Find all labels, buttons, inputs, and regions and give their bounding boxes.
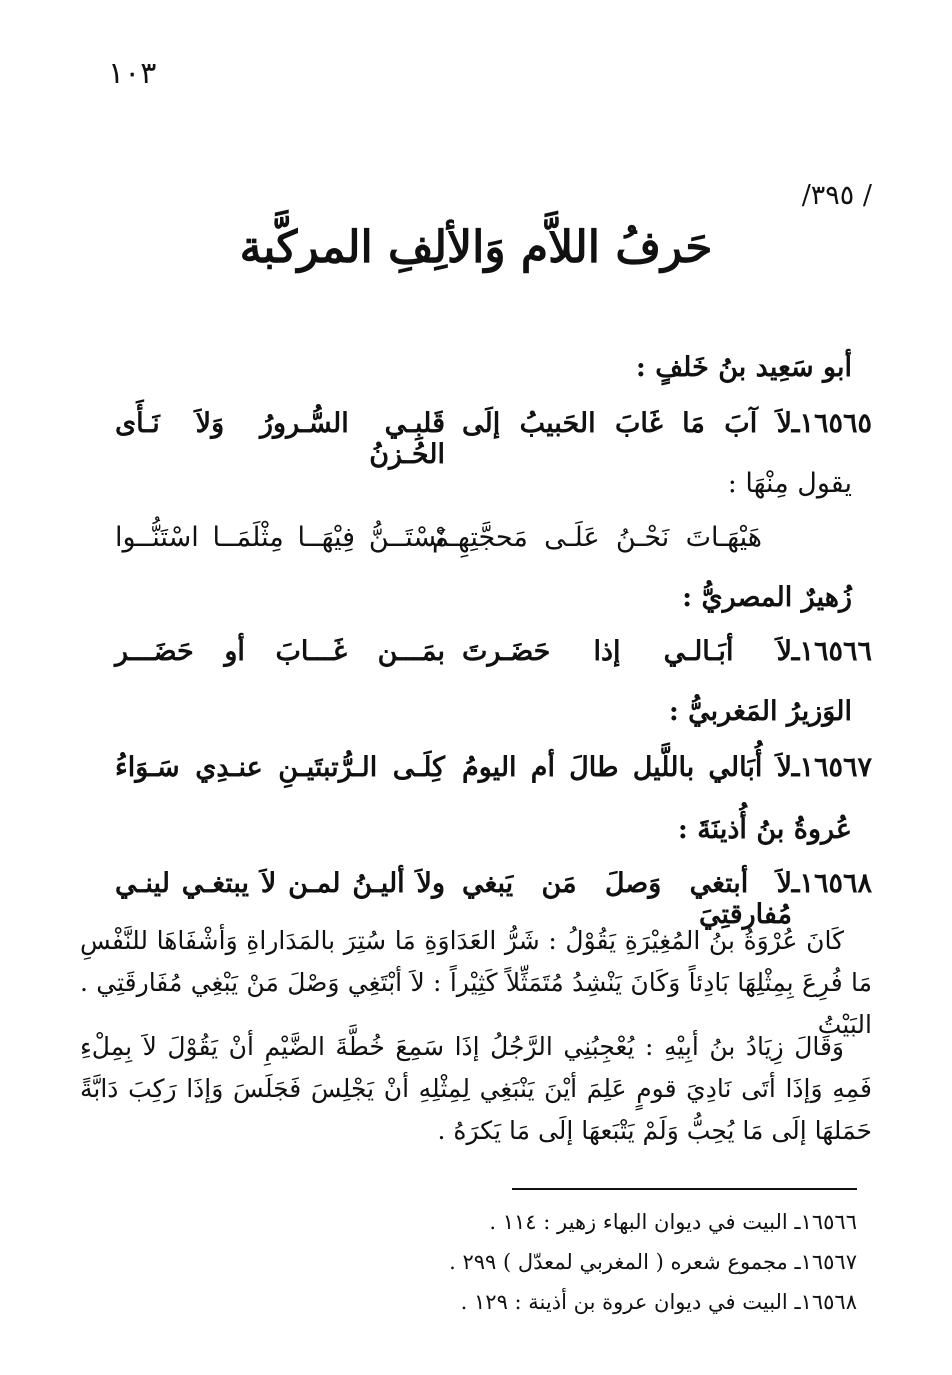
poet-name: عُروةُ بنُ أُذينَةَ : xyxy=(677,814,852,845)
verse-unnumbered xyxy=(115,522,872,566)
verse-16568 xyxy=(115,868,872,930)
verse-second-hemistich: قَلبِـي السُّـرورُ وَلاَ نَـأَى الحُـزنُ xyxy=(115,408,445,470)
source-reference: / ٣٩٥/ xyxy=(801,180,872,211)
verse-first-hemistich: لاَ أبتغي وَصلَ مَن يَبغي مُفارقتِيَ xyxy=(462,868,792,930)
verse-intro: يقول مِنْهَا : xyxy=(727,468,852,499)
prose-paragraph: وَقَالَ زِيَادُ بنُ أبِيْهِ : يُعْجِبُنِي الرَّجُلُ إذَا سَمِعَ خُطَّةَ الضَّيْمِ أنْ يَقُوْلَ لاَ بِمِلْءِ فَمِهِ وَإذَا أتَى نَادِيَ قومٍ عَلِمَ أيْنَ يَنْبَغِي لِمِثْلِهِ أنْ يَجْلِسَ فَجَلَسَ وَإذَا رَكِبَ دَابَّةً حَمَلهَا إلَى مَا يُحِبُّ وَلَمْ يَتْبَعهَا إلَى مَا يَكرَهُ . xyxy=(80,1032,872,1145)
footnote-divider xyxy=(512,1188,857,1190)
verse-second-hemistich: ولاَ أليـنُ لمـن لاَ يبتغـي لينـي xyxy=(115,868,445,899)
poet-name: الوَزيرُ المَغربيُّ : xyxy=(668,696,852,727)
verse-number: ١٦٥٦٨ـ xyxy=(791,868,872,899)
poet-name: زُهيرٌ المصريُّ : xyxy=(682,582,852,613)
verse-16566 xyxy=(115,636,872,680)
page-number: ١٠٣ xyxy=(108,56,157,91)
verse-first-hemistich: لاَ أبَـالـي إذا حَضَـرتَ xyxy=(462,636,792,667)
verse-first-hemistich: هَيْهَـاتَ نَحْـنُ عَلَـى مَحجَّتِهِـمْ xyxy=(432,522,762,553)
verse-number: ١٦٥٦٧ـ xyxy=(791,752,872,783)
footnote: ١٦٥٦٧ـ مجموع شعره ( المغربي لمعدّل ) ٢٩٩ . xyxy=(449,1250,857,1274)
verse-second-hemistich: كِلَـى الـرُّتبتَيـنِ عنـدِي سَـوَاءُ xyxy=(115,752,445,783)
footnote: ١٦٥٦٦ـ البيت في ديوان البهاء زهير : ١١٤ . xyxy=(489,1210,857,1234)
poet-name: أبو سَعِيد بنُ خَلفٍ : xyxy=(635,352,852,383)
verse-second-hemistich: نَسْتَــنُّ فِيْهَــا مِثْلَمَــا اسْتَنُّــوا xyxy=(115,522,445,553)
verse-first-hemistich: لاَ أُبَالي باللَّيل طالَ أم اليومُ xyxy=(462,752,792,783)
chapter-title: حَرفُ اللاَّم وَالألِفِ المركَّبة xyxy=(239,222,713,273)
verse-second-hemistich: بمَـــن غَـــابَ أو حَضَـــر xyxy=(115,636,445,667)
prose-paragraph: كَانَ عُرْوَةُ بنُ المُغِيْرَةِ يَقُوْلُ : شَرُّ العَدَاوَةِ مَا سُتِرَ بالمَدَاراةِ وَأشْفَاهَا للنَّفْسِ مَا فُرِعَ بِمِثْلِهَا بَادِئاً وَكَانَ يَنْشِدُ مُتَمَثِّلاً كَثِيْراً : لاَ أبْتَغِي وَصْلَ مَنْ يَبْغِي مُفَارقَتِي . البَيْتُ xyxy=(80,926,872,1039)
verse-first-hemistich: لاَ آبَ مَا غَابَ الحَبيبُ إلَى xyxy=(462,408,792,439)
verse-16565 xyxy=(115,408,872,470)
verse-number: ١٦٥٦٥ـ xyxy=(791,408,872,439)
verse-16567 xyxy=(115,752,872,796)
footnote: ١٦٥٦٨ـ البيت في ديوان عروة بن أذينة : ١٢٩ . xyxy=(460,1290,857,1314)
verse-number: ١٦٥٦٦ـ xyxy=(791,636,872,667)
